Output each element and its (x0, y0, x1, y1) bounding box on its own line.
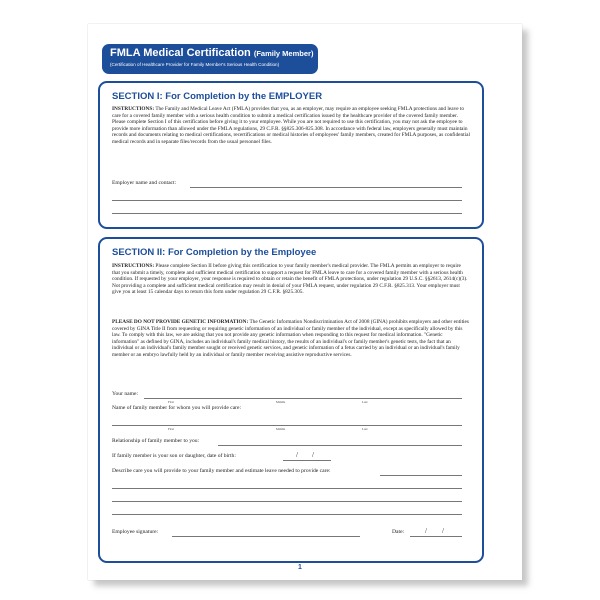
your-name-field[interactable] (144, 398, 462, 399)
describe-care-field-1[interactable] (380, 475, 462, 476)
date-of-birth-field[interactable] (283, 460, 331, 461)
date-separator-1: / (425, 527, 427, 535)
family-member-name-field[interactable] (112, 425, 462, 426)
section-employer (98, 81, 484, 229)
employer-contact-field-3[interactable] (112, 213, 462, 214)
signature-date-label: Date: (392, 529, 405, 535)
describe-care-label: Describe care you will provide to your family member and estimate leave needed to provide care: (112, 468, 331, 474)
signature-date-field[interactable] (410, 536, 462, 537)
employer-contact-field-2[interactable] (112, 200, 462, 201)
section-employer-instructions (112, 106, 470, 145)
instructions-label: INSTRUCTIONS: (112, 263, 155, 269)
describe-care-field-4[interactable] (112, 514, 462, 515)
form-subtitle: (Certification of Healthcare Provider for Family Member's Serious Health Condition) (110, 62, 280, 67)
employer-name-field[interactable] (190, 187, 462, 188)
section-employer-heading: SECTION I: For Completion by the EMPLOYER (112, 91, 323, 102)
employer-name-label: Employer name and contact: (112, 180, 177, 186)
employee-signature-field[interactable] (172, 536, 360, 537)
dob-separator-2: / (312, 451, 314, 459)
your-name-label: Your name: (112, 391, 139, 397)
describe-care-field-3[interactable] (112, 501, 462, 502)
form-title-text: FMLA Medical Certification (110, 47, 251, 59)
section-employee (98, 237, 484, 563)
your-name-last-hint: Last (362, 400, 368, 404)
describe-care-field-2[interactable] (112, 488, 462, 489)
relationship-field[interactable] (218, 445, 462, 446)
genetic-label: PLEASE DO NOT PROVIDE GENETIC INFORMATION: (112, 319, 249, 325)
your-name-middle-hint: Middle (276, 400, 286, 404)
family-member-name-label: Name of family member for whom you will provide care: (112, 405, 242, 411)
form-title-suffix: (Family Member) (253, 49, 314, 58)
section-employee-instructions (112, 263, 470, 296)
family-member-last-hint: Last (362, 427, 368, 431)
employee-signature-label: Employee signature: (112, 529, 159, 535)
dob-separator-1: / (296, 451, 298, 459)
section-employee-heading: SECTION II: For Completion by the Employee (112, 247, 317, 258)
page-number: 1 (298, 564, 302, 571)
form-page (88, 24, 522, 580)
genetic-text: The Genetic Information Nondiscrimination Act of 2008 (GINA) prohibits employers and other entities covered by GINA Title II from requesting or requiring genetic information of an individual or family member of the individual, except as specifically allowed by this law. To comply with this law, we are asking that you not provide any genetic information when responding to this request for medical information. "Genetic information" as defined by GINA, includes an individual's family medical history, the results of an individual's or family member's genetic tests, the fact that an individual or an individual's family member sought or received genetic services, and genetic information of a fetus carried by an individual or an individual's family member or an embryo lawfully held by an individual or family member receiving assistive reproductive services. (112, 319, 469, 358)
your-name-first-hint: First (168, 400, 174, 404)
instructions-text: Please complete Section II before giving this certification to your family member's medical provider. The FMLA permits an employer to require that you submit a timely, complete and sufficient medical certification to support a request for FMLA leave to care for a covered family member with a serious health condition. If requested by your employer, your response is required to obtain or retain the benefit of FMLA protections, under regulation 29 U.S.C. §§2613, 2614(c)(3). Not providing a complete and sufficient medical certification may result in denial of your FMLA request, under regulation 29 C.F.R. §825.313. Your employer must give you at least 15 calendar days to return this form under regulation 29 C.F.R. §825.305. (112, 263, 468, 296)
instructions-label: INSTRUCTIONS: (112, 106, 155, 112)
instructions-text: The Family and Medical Leave Act (FMLA) provides that you, as an employer, may require an employee seeking FMLA protections and leave to care for a covered family member with a serious health condition to submit a medical certification issued by the healthcare provider of the covered family member. Please complete Section I of this certification before giving it to your employee. While you are not required to use this certification, you may not ask the employee to provide more information than allowed under the FMLA regulations, 29 C.F.R. §§825.306-825.308. In accordance with federal law, employers generally must maintain records and documents relating to medical certifications, recertifications or medical histories of employees' family members, created for FMLA purposes, as confidential medical records and in separate files/records from the usual personnel files. (112, 106, 470, 145)
date-of-birth-label: If family member is your son or daughter, date of birth: (112, 453, 236, 459)
family-member-first-hint: First (168, 427, 174, 431)
family-member-middle-hint: Middle (276, 427, 286, 431)
date-separator-2: / (442, 527, 444, 535)
form-title (110, 47, 313, 59)
relationship-label: Relationship of family member to you: (112, 438, 200, 444)
form-title-banner (102, 44, 318, 74)
genetic-information-notice (112, 319, 470, 358)
